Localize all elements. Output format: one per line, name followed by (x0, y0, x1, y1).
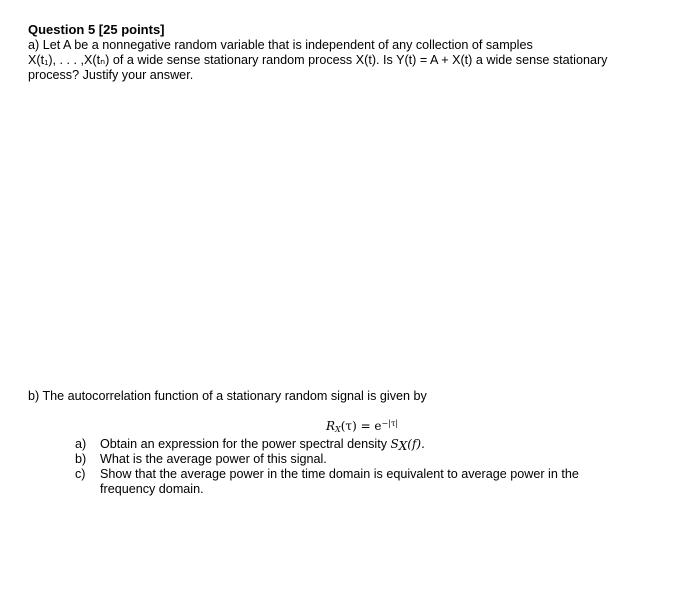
list-item-text (100, 437, 655, 452)
item-a-math-sub: X (398, 439, 408, 453)
item-a-math: S (390, 437, 399, 451)
formula-arg: (τ) = e (340, 419, 382, 433)
question-title: Question 5 [25 points] (28, 22, 165, 37)
item-a-math-arg: (f). (407, 437, 425, 451)
part-a-line-3: process? Justify your answer. (28, 68, 194, 82)
formula-sub: X (335, 425, 341, 434)
formula-lhs: R (326, 419, 336, 433)
list-item-text: What is the average power of this signal. (100, 452, 327, 466)
list-item-text (100, 467, 655, 497)
list-item (75, 452, 655, 467)
item-a-text: Obtain an expression for the power spectral density (100, 437, 391, 451)
part-a-line-2: X(t₁), . . . ,X(tₙ) of a wide sense stationary random process X(t). Is Y(t) = A + X(t) a wide sense stationary (28, 53, 608, 67)
formula-exponent: −|τ| (381, 419, 399, 428)
list-marker: a) (75, 437, 87, 451)
item-c-line-1: Show that the average power in the time domain is equivalent to average power in the (100, 467, 579, 481)
part-b-sublist (75, 437, 655, 497)
autocorrelation-formula (326, 419, 398, 434)
part-a-text (28, 38, 668, 83)
list-marker: b) (75, 452, 87, 466)
list-item (75, 467, 655, 497)
item-c-line-2: frequency domain. (100, 482, 204, 496)
list-item (75, 437, 655, 452)
list-marker: c) (75, 467, 86, 481)
part-b-intro: b) The autocorrelation function of a stationary random signal is given by (28, 389, 427, 403)
part-a-line-1: a) Let A be a nonnegative random variable that is independent of any collection of samples (28, 38, 533, 52)
